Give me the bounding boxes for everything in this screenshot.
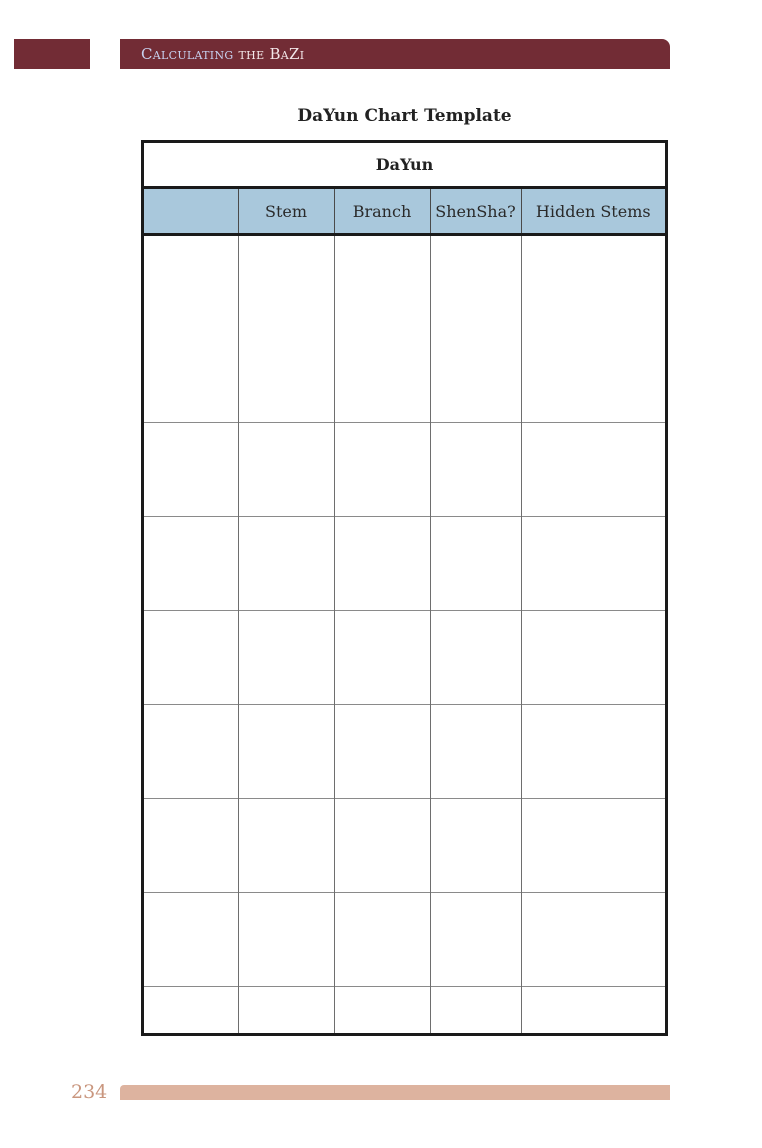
table-row xyxy=(144,798,665,892)
header-left-block xyxy=(14,39,90,69)
table-cell xyxy=(144,422,238,516)
table-cell xyxy=(521,235,665,423)
running-title-highlight: Calculating xyxy=(141,45,234,63)
table-cell xyxy=(430,422,521,516)
table-row xyxy=(144,986,665,1033)
table-cell xyxy=(334,892,430,986)
table-row xyxy=(144,516,665,610)
table-cell xyxy=(334,422,430,516)
table-cell xyxy=(238,892,334,986)
table-cell xyxy=(238,235,334,423)
table-cell xyxy=(238,422,334,516)
table-cell xyxy=(334,704,430,798)
table-cell xyxy=(521,610,665,704)
table-cell xyxy=(238,704,334,798)
table-cell xyxy=(238,610,334,704)
table-cell xyxy=(334,986,430,1033)
table-cell xyxy=(334,610,430,704)
table-row xyxy=(144,610,665,704)
header-bar xyxy=(120,39,670,69)
dayun-table xyxy=(144,143,665,1033)
table-caption: DaYun xyxy=(144,143,665,188)
table-caption-row xyxy=(144,143,665,188)
table-cell xyxy=(521,516,665,610)
table-cell xyxy=(238,986,334,1033)
running-title-rest: the BaZi xyxy=(233,45,305,63)
column-header-shensha: ShenSha? xyxy=(430,188,521,235)
column-header-branch: Branch xyxy=(334,188,430,235)
table-cell xyxy=(334,516,430,610)
table-cell xyxy=(430,986,521,1033)
table-row xyxy=(144,704,665,798)
table-cell xyxy=(430,235,521,423)
column-header-stem: Stem xyxy=(238,188,334,235)
table-cell xyxy=(144,892,238,986)
table-cell xyxy=(144,516,238,610)
footer-bar xyxy=(120,1085,670,1100)
table-header-row xyxy=(144,188,665,235)
figure-title: DaYun Chart Template xyxy=(297,106,512,126)
table-cell xyxy=(144,986,238,1033)
table-cell xyxy=(334,235,430,423)
table-cell xyxy=(430,892,521,986)
table-row xyxy=(144,892,665,986)
table-cell xyxy=(521,798,665,892)
table-cell xyxy=(238,516,334,610)
table-row xyxy=(144,235,665,423)
table-cell xyxy=(334,798,430,892)
column-header-hidden-stems: Hidden Stems xyxy=(521,188,665,235)
table-cell xyxy=(144,704,238,798)
dayun-table-frame xyxy=(141,140,668,1036)
page-number: 234 xyxy=(71,1081,108,1103)
table-cell xyxy=(144,610,238,704)
table-cell xyxy=(144,798,238,892)
table-cell xyxy=(238,798,334,892)
running-title xyxy=(141,45,304,63)
table-cell xyxy=(521,704,665,798)
table-cell xyxy=(521,422,665,516)
table-cell xyxy=(430,704,521,798)
table-cell xyxy=(430,798,521,892)
table-cell xyxy=(144,235,238,423)
column-header-label xyxy=(144,188,238,235)
table-cell xyxy=(521,986,665,1033)
table-cell xyxy=(430,610,521,704)
table-cell xyxy=(521,892,665,986)
table-row xyxy=(144,422,665,516)
table-cell xyxy=(430,516,521,610)
